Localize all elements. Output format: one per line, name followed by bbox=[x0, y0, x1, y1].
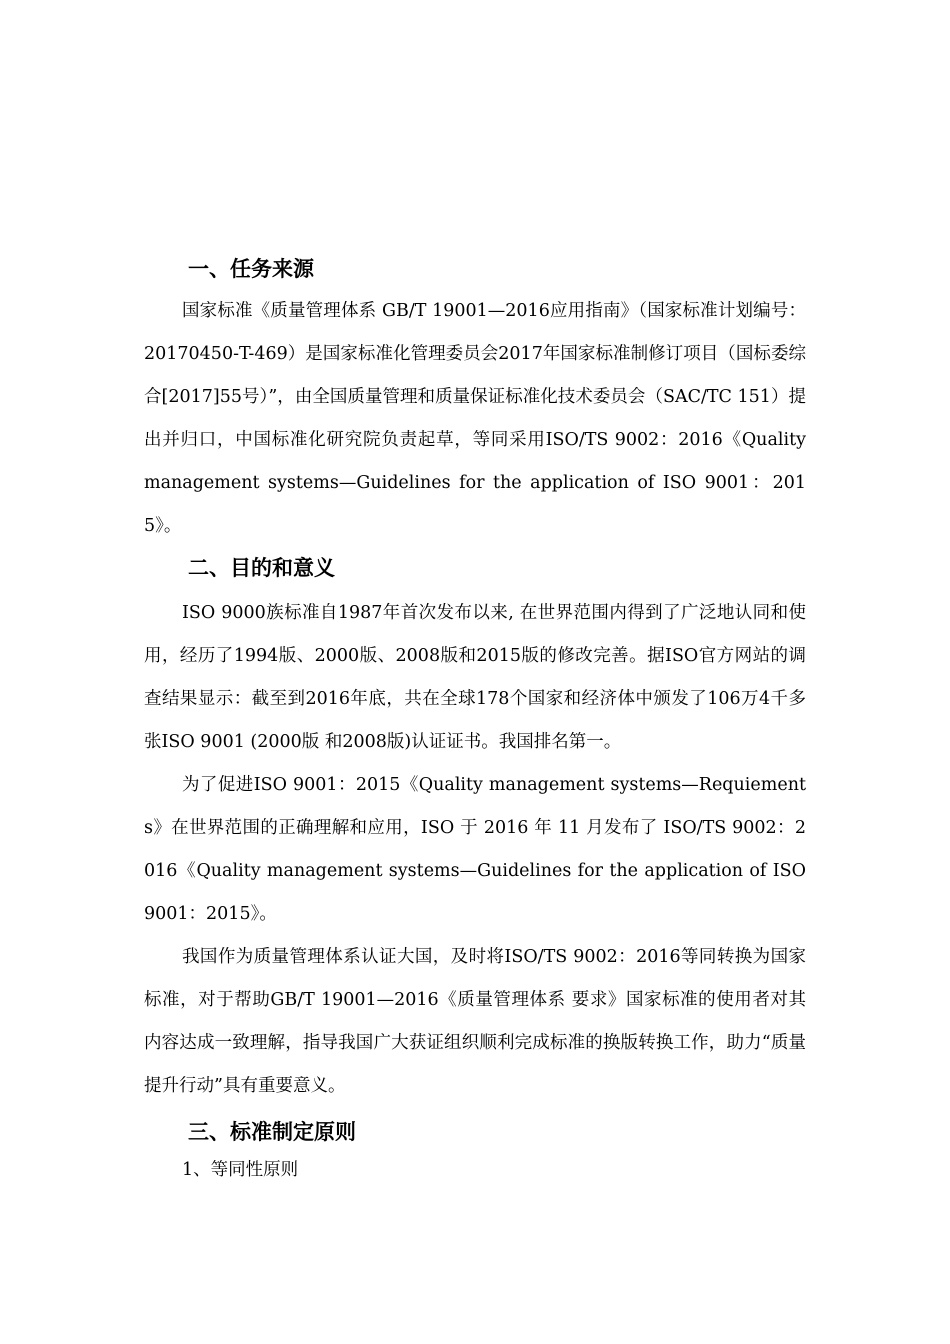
document-body bbox=[144, 252, 806, 1192]
paragraph-national-significance: 我国作为质量管理体系认证大国，及时将ISO/TS 9002：2016等同转换为国家标准，对于帮助GB/T 19001—2016《质量管理体系 要求》国家标准的使用者对其内容达成一致理解，指导我国广大获证组织顺利完成标准的换版转换工作，助力“质量提升行动”具有重要意义。 bbox=[144, 947, 806, 1096]
paragraph-iso-history: ISO 9000族标准自1987年首次发布以来, 在世界范围内得到了广泛地认同和使用，经历了1994版、2000版、2008版和2015版的修改完善。据ISO官方网站的调查结果显示：截至到2016年底，共在全球178个国家和经济体中颁发了106万4千多张ISO 9001 (2000版 和2008版)认证证书。我国排名第一。 bbox=[144, 603, 806, 752]
section-heading-task-source: 一、任务来源 bbox=[188, 257, 314, 281]
list-item-equivalence-principle: 1、等同性原则 bbox=[182, 1160, 299, 1180]
paragraph-iso-ts-release: 为了促进ISO 9001：2015《Quality management systems—Requiements》在世界范围的正确理解和应用，ISO 于 2016 年 11 月发布了 ISO/TS 9002：2016《Quality management systems—Guidelines for the application of ISO 9001：2015》。 bbox=[144, 775, 806, 924]
paragraph-task-source: 国家标准《质量管理体系 GB/T 19001—2016应用指南》（国家标准计划编号：20170450-T-469）是国家标准化管理委员会2017年国家标准制修订项目（国标委综合[2017]55号）”，由全国质量管理和质量保证标准化技术委员会（SAC/TC 151）提出并归口，中国标准化研究院负责起草，等同采用ISO/TS 9002：2016《Quality management systems—Guidelines for the application of ISO 9001：2015》。 bbox=[144, 301, 806, 536]
section-heading-purpose: 二、目的和意义 bbox=[188, 556, 335, 580]
section-heading-principles: 三、标准制定原则 bbox=[188, 1120, 356, 1144]
